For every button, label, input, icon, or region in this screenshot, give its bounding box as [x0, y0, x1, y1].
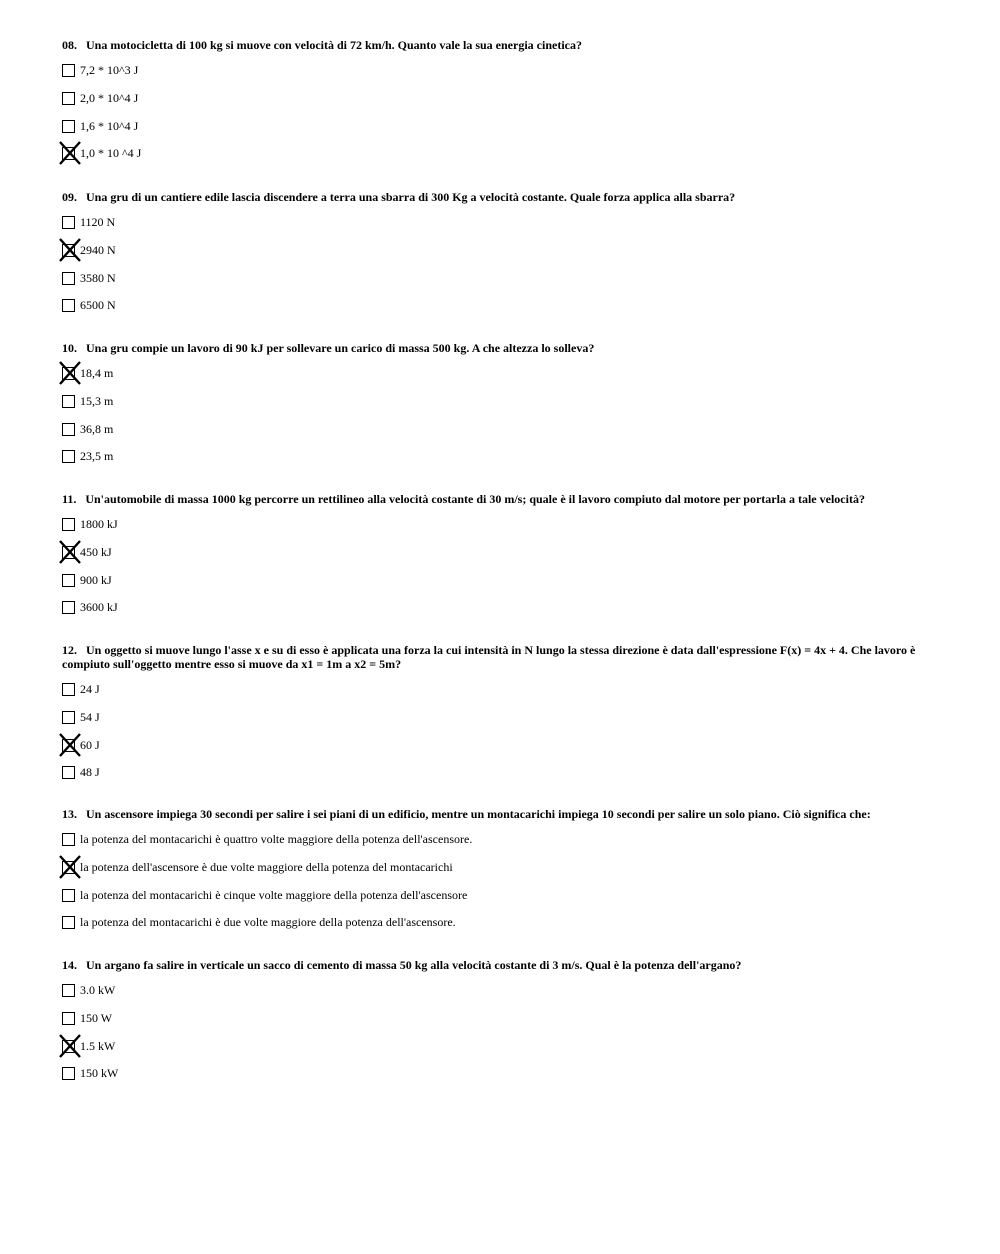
answer-option[interactable] — [62, 64, 930, 84]
answer-options — [62, 64, 930, 167]
answer-checkbox[interactable] — [62, 147, 75, 160]
answer-option[interactable] — [62, 272, 930, 292]
question-number: 08. — [62, 38, 77, 52]
answer-checkbox[interactable] — [62, 216, 75, 229]
answer-checkbox[interactable] — [62, 574, 75, 587]
answer-label: 48 J — [80, 765, 100, 780]
answer-option[interactable] — [62, 711, 930, 731]
answer-option[interactable] — [62, 574, 930, 594]
question-text — [62, 492, 930, 506]
answer-option[interactable] — [62, 518, 930, 538]
question-number: 13. — [62, 807, 77, 821]
answer-checkbox[interactable] — [62, 711, 75, 724]
answer-option[interactable] — [62, 739, 930, 759]
answer-checkbox[interactable] — [62, 683, 75, 696]
question-7 — [62, 958, 930, 1087]
answer-options — [62, 518, 930, 621]
answer-label: 3600 kJ — [80, 600, 118, 615]
answer-checkbox[interactable] — [62, 601, 75, 614]
answer-checkbox[interactable] — [62, 299, 75, 312]
answer-checkbox[interactable] — [62, 450, 75, 463]
answer-option[interactable] — [62, 861, 930, 881]
answer-label: 1,0 * 10 ^4 J — [80, 146, 142, 161]
answer-label: 15,3 m — [80, 393, 114, 408]
answer-label: 54 J — [80, 709, 100, 724]
question-number: 09. — [62, 190, 77, 204]
answer-label: 3580 N — [80, 270, 116, 285]
answer-option[interactable] — [62, 92, 930, 112]
answer-option[interactable] — [62, 395, 930, 415]
answer-checkbox[interactable] — [62, 861, 75, 874]
question-prompt: Una motocicletta di 100 kg si muove con velocità di 72 km/h. Quanto vale la sua energia cinetica? — [86, 38, 582, 52]
answer-checkbox[interactable] — [62, 916, 75, 929]
answer-checkbox[interactable] — [62, 423, 75, 436]
question-2 — [62, 190, 930, 319]
answer-checkbox[interactable] — [62, 984, 75, 997]
answer-checkbox[interactable] — [62, 1012, 75, 1025]
question-4 — [62, 492, 930, 621]
answer-label: la potenza del montacarichi è quattro volte maggiore della potenza dell'ascensore. — [80, 832, 473, 846]
question-number: 14. — [62, 958, 77, 972]
question-text — [62, 190, 930, 204]
answer-checkbox[interactable] — [62, 833, 75, 846]
answer-options — [62, 367, 930, 470]
answer-label: 7,2 * 10^3 J — [80, 63, 139, 77]
answer-checkbox[interactable] — [62, 766, 75, 779]
answer-option[interactable] — [62, 299, 930, 319]
answer-label: 1.5 kW — [80, 1038, 116, 1053]
answer-options — [62, 984, 930, 1087]
answer-option[interactable] — [62, 889, 930, 909]
answer-label: 36,8 m — [80, 421, 114, 436]
question-number: 11. — [62, 492, 77, 506]
question-prompt: Un ascensore impiega 30 secondi per salire i sei piani di un edificio, mentre un montacarichi impiega 10 secondi per salire un solo piano. Ciò significa che: — [86, 807, 871, 821]
answer-option[interactable] — [62, 244, 930, 264]
answer-checkbox[interactable] — [62, 64, 75, 77]
question-6 — [62, 807, 930, 936]
answer-checkbox[interactable] — [62, 244, 75, 257]
answer-option[interactable] — [62, 450, 930, 470]
answer-checkbox[interactable] — [62, 395, 75, 408]
question-number: 10. — [62, 341, 77, 355]
answer-checkbox[interactable] — [62, 92, 75, 105]
answer-option[interactable] — [62, 423, 930, 443]
question-text — [62, 643, 930, 671]
answer-label: 3.0 kW — [80, 983, 116, 997]
answer-checkbox[interactable] — [62, 120, 75, 133]
answer-label: 6500 N — [80, 298, 116, 313]
answer-options — [62, 833, 930, 936]
answer-option[interactable] — [62, 916, 930, 936]
answer-option[interactable] — [62, 984, 930, 1004]
answer-option[interactable] — [62, 1012, 930, 1032]
answer-label: 150 W — [80, 1010, 113, 1025]
question-5 — [62, 643, 930, 786]
answer-option[interactable] — [62, 546, 930, 566]
answer-label: 1800 kJ — [80, 517, 118, 531]
answer-label: 2,0 * 10^4 J — [80, 90, 139, 105]
answer-option[interactable] — [62, 147, 930, 167]
answer-options — [62, 683, 930, 786]
answer-option[interactable] — [62, 766, 930, 786]
answer-options — [62, 216, 930, 319]
answer-label: 1120 N — [80, 215, 116, 229]
question-prompt: Una gru di un cantiere edile lascia discendere a terra una sbarra di 300 Kg a velocità costante. Quale forza applica alla sbarra? — [86, 190, 736, 204]
answer-label: la potenza del montacarichi è due volte maggiore della potenza dell'ascensore. — [80, 915, 456, 930]
question-prompt: Un argano fa salire in verticale un sacco di cemento di massa 50 kg alla velocità costante di 3 m/s. Qual è la potenza dell'argano? — [86, 958, 742, 972]
answer-label: 18,4 m — [80, 366, 114, 380]
answer-label: 2940 N — [80, 242, 116, 257]
answer-checkbox[interactable] — [62, 367, 75, 380]
answer-option[interactable] — [62, 216, 930, 236]
answer-option[interactable] — [62, 833, 930, 853]
answer-checkbox[interactable] — [62, 518, 75, 531]
answer-checkbox[interactable] — [62, 1067, 75, 1080]
question-number: 12. — [62, 643, 77, 657]
answer-label: 150 kW — [80, 1066, 119, 1081]
answer-option[interactable] — [62, 683, 930, 703]
question-prompt: Un oggetto si muove lungo l'asse x e su di esso è applicata una forza la cui intensità in N lungo la stessa direzione è data dall'espressione F(x) = 4x + 4. Che lavoro è compiuto sull'oggetto mentre esso si muove da x1 = 1m a x2 = 5m? — [62, 643, 916, 671]
question-text — [62, 341, 930, 355]
answer-option[interactable] — [62, 367, 930, 387]
answer-checkbox[interactable] — [62, 889, 75, 902]
question-text — [62, 958, 930, 972]
question-text — [62, 807, 930, 821]
question-prompt: Un'automobile di massa 1000 kg percorre un rettilineo alla velocità costante di 30 m/s; quale è il lavoro compiuto dal motore per portarla a tale velocità? — [85, 492, 865, 506]
answer-label: 1,6 * 10^4 J — [80, 118, 139, 133]
answer-label: 450 kJ — [80, 544, 112, 559]
answer-label: la potenza del montacarichi è cinque volte maggiore della potenza dell'ascensore — [80, 887, 468, 902]
answer-option[interactable] — [62, 120, 930, 140]
answer-option[interactable] — [62, 1067, 930, 1087]
answer-label: 23,5 m — [80, 449, 114, 464]
answer-label: 24 J — [80, 682, 100, 696]
question-prompt: Una gru compie un lavoro di 90 kJ per sollevare un carico di massa 500 kg. A che altezza lo solleva? — [86, 341, 595, 355]
answer-label: 900 kJ — [80, 572, 112, 587]
answer-label: la potenza dell'ascensore è due volte maggiore della potenza del montacarichi — [80, 859, 453, 874]
answer-checkbox[interactable] — [62, 739, 75, 752]
question-3 — [62, 341, 930, 470]
answer-option[interactable] — [62, 1040, 930, 1060]
answer-checkbox[interactable] — [62, 546, 75, 559]
question-1 — [62, 38, 930, 167]
answer-checkbox[interactable] — [62, 272, 75, 285]
answer-option[interactable] — [62, 601, 930, 621]
answer-checkbox[interactable] — [62, 1040, 75, 1053]
question-text — [62, 38, 930, 52]
answer-label: 60 J — [80, 737, 100, 752]
